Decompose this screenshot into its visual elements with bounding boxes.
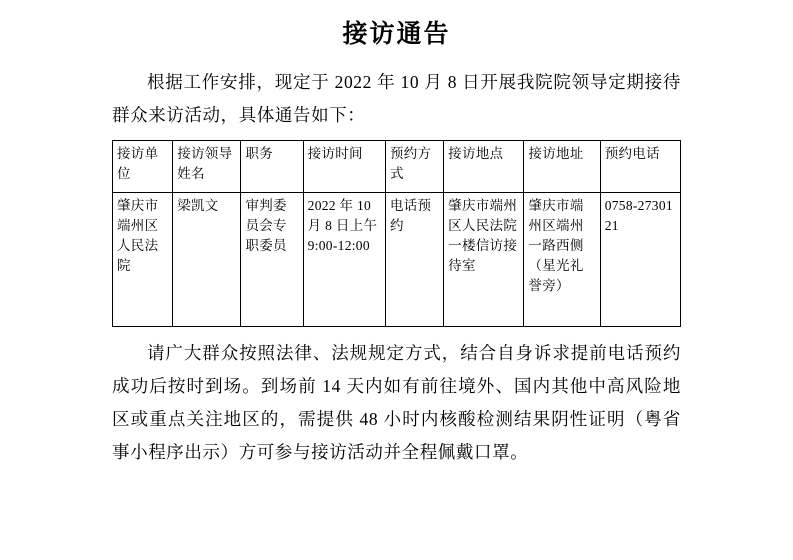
table-header-cell: 接访单位 (113, 141, 173, 193)
table-cell-booking-method: 电话预约 (385, 193, 443, 327)
table-header-cell: 接访时间 (303, 141, 385, 193)
table-cell-phone: 0758-2730121 (600, 193, 680, 327)
table-header-cell: 职务 (241, 141, 303, 193)
footer-paragraph: 请广大群众按照法律、法规规定方式，结合自身诉求提前电话预约成功后按时到场。到场前 14 天内如有前往境外、国内其他中高风险地区或重点关注地区的，需提供 48 小时内核酸检测结果阴性证明（粤省事小程序出示）方可参与接访活动并全程佩戴口罩。 (112, 343, 681, 462)
table-cell-location: 肇庆市端州区人民法院一楼信访接待室 (444, 193, 524, 327)
table-cell-address: 肇庆市端州区端州一路西侧（星光礼誉旁） (524, 193, 600, 327)
document-page (0, 14, 793, 560)
reception-notice-table (112, 140, 681, 327)
table-header-row (113, 141, 681, 193)
intro-paragraph: 根据工作安排，现定于 2022 年 10 月 8 日开展我院院领导定期接待群众来访活动，具体通告如下： (112, 72, 681, 125)
table-row (113, 193, 681, 327)
table-header-cell: 预约方式 (385, 141, 443, 193)
table-cell-unit: 肇庆市端州区人民法院 (113, 193, 173, 327)
table-header-cell: 预约电话 (600, 141, 680, 193)
table-header-cell: 接访领导姓名 (173, 141, 241, 193)
page-title: 接访通告 (342, 21, 451, 48)
table-header-cell: 接访地点 (444, 141, 524, 193)
table-cell-time: 2022 年 10 月 8 日上午 9:00-12:00 (303, 193, 385, 327)
table-header-cell: 接访地址 (524, 141, 600, 193)
table-cell-position: 审判委员会专职委员 (241, 193, 303, 327)
table-cell-leader-name: 梁凯文 (173, 193, 241, 327)
